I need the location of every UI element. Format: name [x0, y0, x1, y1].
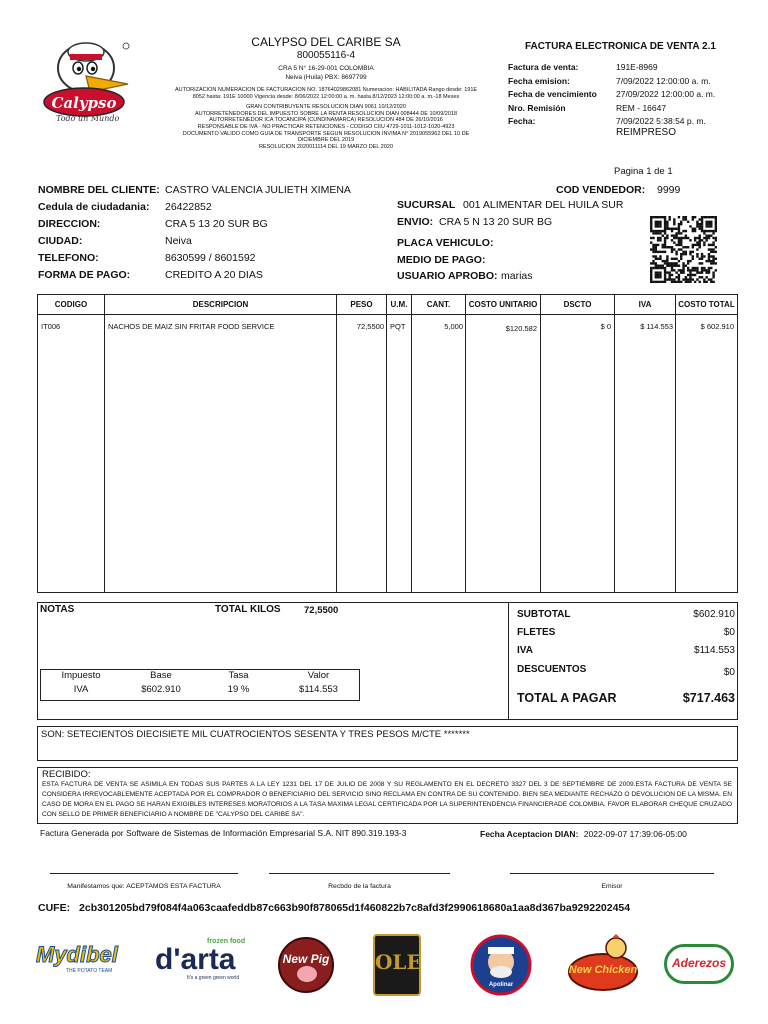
new-chicken-text: New Chicken [568, 964, 638, 976]
field-label: Factura de venta: [508, 62, 579, 72]
cell-qty: 5,000 [444, 322, 463, 331]
client-id-label: Cedula de ciudadania: [38, 201, 150, 213]
company-nit: 800055116-4 [296, 50, 356, 61]
info-line: GRAN CONTRIBUYENTE RESOLUCION DIAN 9061 10/12/2020 [246, 104, 406, 111]
info-line: DOCUMENTO VALIDO COMO GUIA DE TRANSPORTE SEGUN RESOLUCION INVIMA N° 2019055962 DEL 10 DE [182, 130, 470, 137]
invoice-title: FACTURA ELECTRONICA DE VENTA 2.1 [525, 41, 716, 52]
tax-cell: 19 % [227, 684, 250, 695]
plate-label: PLACA VEHICULO: [397, 237, 494, 249]
received-text: ESTA FACTURA DE VENTA SE ASIMILA EN TODAS SUS PARTES A LA LEY 1231 DEL 17 DE JULIO DE 2008 Y SU REGLAMENTO EN EL DECRETO 3327 DEL 3 DE SEPTIEMBRE DE 2009.ESTA FACTURA DE VENTA SE CONSIDERA IRREVOCABLEMENTE ACEPTADA POR EL COMPRADOR O BENEFICIARIO DEL SERVICIO SINO RECLAMA EN CONTRA DE SU CONTENIDO. BIEN SEA MEDIANTE RECHAZO O DEVOLUCION DE LA MISMA. EN CASO DE MORA EN EL PAGO SE HARAN EXIGIBLES INTERESES MORATORIOS A LA TASA MAXIMA LEGAL CERTIFICADA POR LA SUPERINTENDENCIA FINANCIERADE COLOMBIA. FAVOR ELABORAR CHEQUE CRUZADO CON SELLO DE PRIMER BENEFICIARIO A NOMBRE DE "CALYPSO DEL CARIBE SA". [42, 781, 732, 818]
subtotal: $602.910 [693, 609, 735, 620]
cell-discount: $ 0 [600, 322, 611, 331]
company-slogan: Todo un Mundo [56, 114, 120, 123]
info-line: AUTORRETENEDORES DEL IMPUESTO SOBRE LA RENTA RESOLUCION DIAN 008444 DE 10/09/2018 [194, 110, 458, 117]
field-value: 27/09/2022 12:00:00 a. m. [616, 89, 716, 99]
branch-label: SUCURSAL [397, 199, 456, 211]
col-header: CANT. [412, 295, 466, 314]
tax-table [40, 669, 360, 701]
brand-new-pig [277, 936, 335, 994]
calypso-logo-text: Calypso [51, 94, 117, 112]
tax-cell: $114.553 [299, 684, 338, 695]
approver: marias [501, 270, 533, 282]
client-city-label: CIUDAD: [38, 235, 83, 247]
client-phone-label: TELEFONO: [38, 252, 99, 264]
freight: $0 [723, 627, 735, 638]
notes-box [37, 602, 738, 720]
qr-code-icon [650, 216, 717, 283]
col-header: CODIGO [38, 295, 105, 314]
new-pig-text: New Pig [282, 952, 330, 966]
iva-label: IVA [517, 645, 533, 656]
software-note: Factura Generada por Software de Sistemas de Información Empresarial S.A. NIT 890.319.193-3 [40, 828, 407, 838]
field-label: Fecha de vencimiento [508, 89, 597, 99]
dian-label: Fecha Aceptacion DIAN: [480, 829, 579, 839]
page-number: Pagina 1 de 1 [614, 166, 673, 177]
client-city: Neiva [165, 235, 192, 247]
client-address: CRA 5 13 20 SUR BG [165, 218, 268, 230]
brand-ole [373, 934, 421, 996]
darta-logo-text: d'arta [155, 943, 236, 976]
col-header: IVA [615, 295, 676, 314]
avatar-text: Apolinar [488, 982, 514, 988]
client-payment-label: FORMA DE PAGO: [38, 269, 131, 281]
cell-iva: $ 114.553 [640, 322, 673, 331]
ship-address: CRA 5 N 13 20 SUR BG [439, 216, 553, 228]
signature-buyer: Manifestamos que: ACEPTAMOS ESTA FACTURA [67, 883, 221, 890]
field-label: Nro. Remisión [508, 102, 566, 113]
discounts-label: DESCUENTOS [517, 664, 587, 675]
info-line: AUTORRETENEDOR ICA TOCANCIPA (CUNDINAMARCA) RESOLUCION 484 DE 26/10/2016 [209, 117, 443, 124]
client-name: CASTRO VALENCIA JULIETH XIMENA [165, 184, 351, 196]
company-address: CRA 5 N° 16-29-001 COLOMBIA [278, 65, 374, 72]
tax-cell: IVA [73, 684, 89, 695]
tax-header: Base [150, 670, 172, 681]
col-header: DSCTO [541, 295, 615, 314]
total-kilos: 72,5500 [304, 605, 339, 616]
col-header: COSTO UNITARIO [466, 295, 541, 314]
total-label: TOTAL A PAGAR [517, 691, 617, 705]
field-value: 191E-8969 [616, 62, 658, 72]
cufe-value: 2cb301205bd79f084f4a063caafeddb87c663b90f878065d1f460822b7c8afd3f2990618680a1aa8d367ba9292202454 [79, 902, 631, 914]
field-value: REM - 16647 [616, 102, 667, 113]
tax-header: Impuesto [61, 670, 101, 681]
cufe-label: CUFE: [38, 902, 71, 914]
darta-top: frozen food [207, 938, 246, 945]
reprint-label: REIMPRESO [616, 127, 677, 138]
totals-block [517, 609, 735, 705]
col-header: U.M. [387, 295, 412, 314]
info-line: AUTORIZACION NUMERACION DE FACTURACION NO. 18764029862081 Numeracion: HABILITADA Rango desde: 191E [174, 87, 478, 93]
dian-date: 2022-09-07 17:39:06-05:00 [583, 829, 687, 839]
info-line: DICIEMBRE DEL 2019 [297, 137, 355, 144]
brand-mydibel [36, 942, 132, 992]
cell-unit: PQT [390, 322, 406, 331]
ship-label: ENVIO: [397, 216, 434, 228]
cell-unit-cost: $120.582 [505, 324, 537, 333]
tax-header: Valor [307, 670, 330, 681]
transport-label: MEDIO DE PAGO: [397, 254, 486, 266]
info-line: RESPONSABLE DE IVA - NO PRACTICAR RETENCIONES - CODIGO CIIU 4729-1011-1012-1020-4923 [197, 123, 455, 130]
total-amount: $717.463 [682, 691, 735, 705]
subtotal-label: SUBTOTAL [517, 609, 571, 620]
cell-code: IT006 [41, 322, 61, 331]
mydibel-sub: THE POTATO TEAM [66, 968, 113, 974]
invoice-fields [508, 62, 748, 138]
client-address-label: DIRECCION: [38, 218, 101, 230]
field-value: 7/09/2022 12:00:00 a. m. [616, 75, 711, 86]
freight-label: FLETES [517, 627, 556, 638]
aderezos-text: Aderezos [671, 956, 727, 970]
notes-label: NOTAS [40, 604, 75, 615]
dispatch-block [397, 199, 647, 287]
amount-words-box [37, 726, 738, 761]
mydibel-logo-text: Mydibel [36, 942, 118, 967]
col-header: PESO [337, 295, 387, 314]
received-label: RECIBIDO: [42, 769, 91, 780]
client-payment: CREDITO A 20 DIAS [165, 269, 263, 281]
cell-weight: 72,5500 [356, 322, 384, 331]
qr-code [650, 216, 717, 283]
field-label: Fecha emision: [508, 75, 570, 86]
client-phone: 8630599 / 8601592 [165, 252, 256, 264]
client-name-label: NOMBRE DEL CLIENTE: [38, 184, 160, 196]
branch: 001 ALIMENTAR DEL HUILA SUR [463, 199, 624, 211]
info-line: 8052 hasta: 191E 10000 Vigencia desde: 8/06/2022 12:00:00 a. m. hasta 8/12/2023 12:00:00 a. m.-18 Meses [192, 93, 460, 100]
field-label: Fecha: [508, 116, 536, 126]
brand-darta [155, 938, 255, 994]
brand-avatar [470, 934, 532, 996]
tax-header: Tasa [228, 670, 249, 681]
field-value: 7/09/2022 5:38:54 p. m. [616, 116, 706, 126]
discounts: $0 [723, 667, 735, 678]
seller-label: COD VENDEDOR: [556, 184, 646, 196]
signature-received: Recbdo de la factura [328, 883, 391, 890]
cell-description: NACHOS DE MAIZ SIN FRITAR FOOD SERVICE [108, 322, 275, 331]
col-header: DESCRIPCION [105, 295, 337, 314]
seller-code: 9999 [657, 184, 681, 196]
col-header: COSTO TOTAL [678, 300, 735, 309]
brand-aderezos [664, 944, 734, 984]
signature-issuer: Emisor [601, 883, 623, 890]
client-block [38, 184, 398, 286]
total-kilos-label: TOTAL KILOS [215, 604, 281, 615]
iva-total: $114.553 [694, 645, 735, 656]
tax-cell: $602.910 [141, 684, 181, 695]
ole-text: OLE [375, 950, 422, 974]
cell-total: $ 602.910 [700, 322, 734, 331]
client-id: 26422852 [165, 201, 212, 213]
brand-new-chicken [566, 934, 640, 994]
amount-words: SON: SETECIENTOS DIECISIETE MIL CUATROCIENTOS SESENTA Y TRES PESOS M/CTE ******* [41, 729, 470, 740]
approver-label: USUARIO APROBO: [397, 270, 498, 282]
darta-sub: It's a green green world [187, 975, 240, 981]
company-city-phone: Neiva (Huila) PBX: 8697799 [285, 74, 367, 81]
received-box [37, 767, 738, 824]
items-table [37, 294, 738, 593]
company-name: CALYPSO DEL CARIBE SA [251, 35, 401, 49]
info-line: RESOLUCION 2020011114 DEL 19 MARZO DEL 2020 [258, 143, 394, 150]
